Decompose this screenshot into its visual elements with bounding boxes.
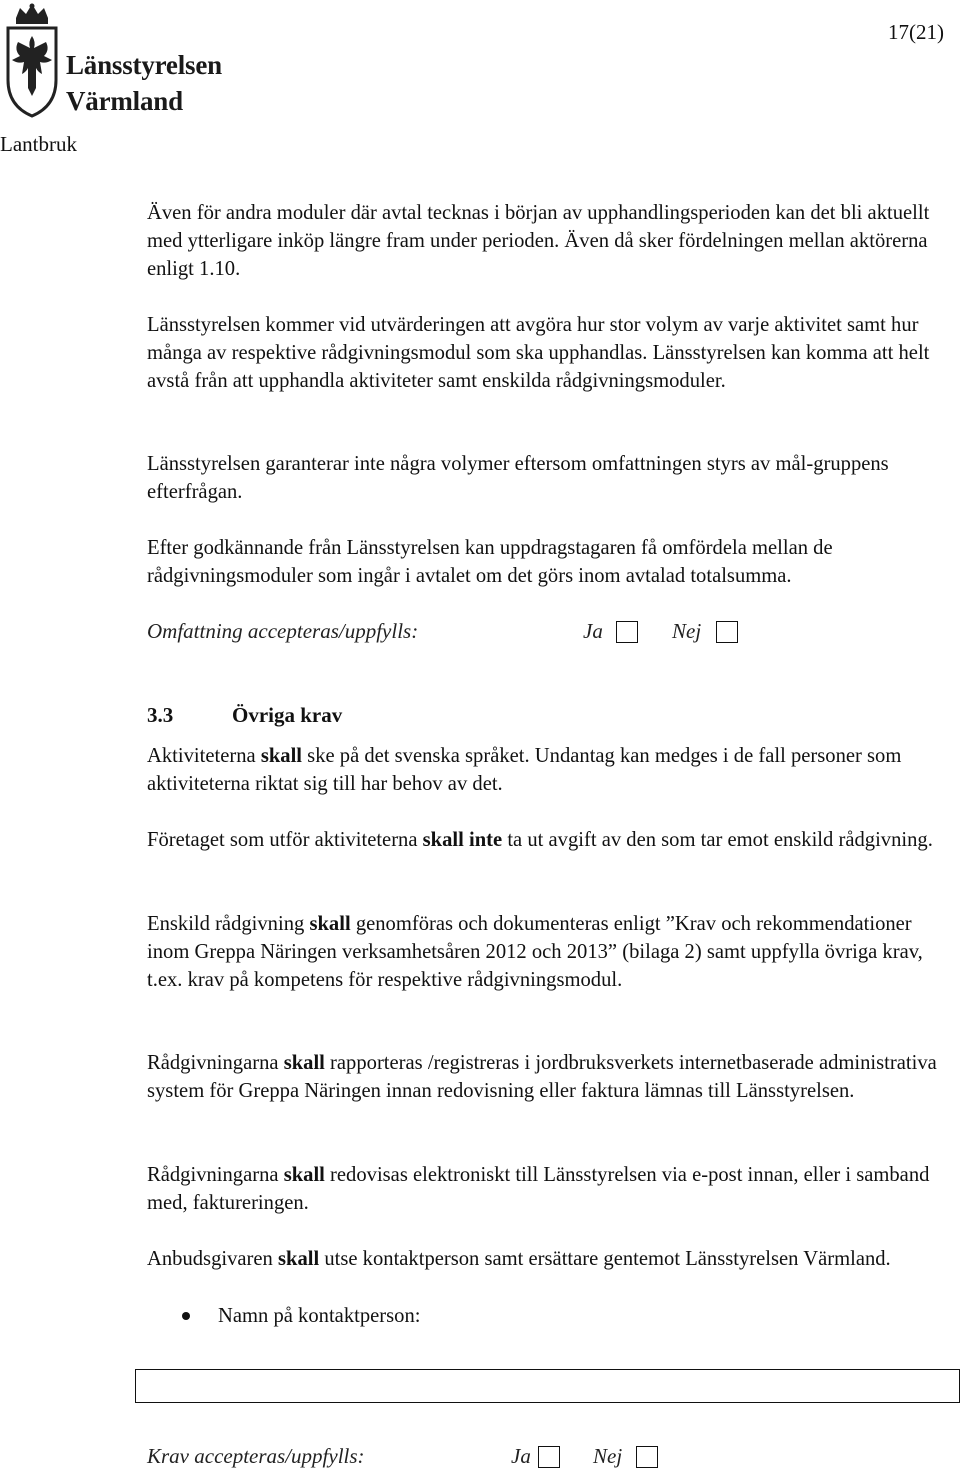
requirements-accept-label: Krav accepteras/uppfylls:: [147, 1444, 365, 1468]
requirements-yes-label: Ja: [511, 1444, 531, 1468]
section-title: Övriga krav: [232, 703, 343, 727]
requirement-contact-person: Anbudsgivaren skall utse kontaktperson samt ersättare gentemot Länsstyrelsen Värmland.: [147, 1248, 891, 1270]
requirement-electronic-report: Rådgivningarna skall redovisas elektroniskt till Länsstyrelsen via e-post innan, eller i samband med, faktureringen.: [147, 1164, 930, 1214]
requirements-no-label: Nej: [593, 1444, 623, 1468]
scope-no-checkbox[interactable]: [716, 621, 738, 643]
scope-yes-label: Ja: [583, 619, 603, 643]
scope-no-label: Nej: [672, 619, 702, 643]
requirement-documentation: Enskild rådgivning skall genomföras och dokumenteras enligt ”Krav och rekommendationer inom Greppa Näringen verksamhetsåren 2012 och 2013” (bilaga 2) samt uppfylla övriga krav, t.ex. krav på kompetens för respektive rådgivningsmodul.: [147, 913, 923, 991]
scope-yes-checkbox[interactable]: [616, 621, 638, 643]
contact-person-field[interactable]: [135, 1369, 960, 1403]
paragraph-redistribution: Efter godkännande från Länsstyrelsen kan uppdragstagaren få omfördela mellan de rådgivningsmoduler som ingår i avtalet om det görs inom avtalad totalsumma.: [147, 537, 833, 587]
scope-accept-label: Omfattning accepteras/uppfylls:: [147, 619, 419, 643]
logo: [2, 2, 232, 118]
paragraph-other-modules: Även för andra moduler där avtal tecknas i början av upphandlingsperioden kan det bli aktuellt med ytterligare inköp längre fram under perioden. Även då sker fördelningen mellan aktörerna enligt 1.10.: [147, 202, 930, 280]
requirements-no-checkbox[interactable]: [636, 1446, 658, 1468]
section-number: 3.3: [147, 703, 174, 727]
bullet-icon: [182, 1312, 190, 1320]
org-name-line1: Länsstyrelsen: [66, 50, 222, 80]
requirement-no-fee: Företaget som utför aktiviteterna skall inte ta ut avgift av den som tar emot enskild rådgivning.: [147, 829, 933, 851]
department-label: Lantbruk: [0, 132, 77, 156]
requirement-language: Aktiviteterna skall ske på det svenska språket. Undantag kan medges i de fall personer som aktiviteterna riktat sig till har behov av det.: [147, 745, 902, 795]
paragraph-volume-guarantee: Länsstyrelsen garanterar inte några volymer eftersom omfattningen styrs av mål-gruppens efterfrågan.: [147, 453, 889, 503]
paragraph-evaluation: Länsstyrelsen kommer vid utvärderingen att avgöra hur stor volym av varje aktivitet samt hur många av respektive rådgivningsmodul som ska upphandlas. Länsstyrelsen kan komma att helt avstå från att upphandla aktiviteter samt enskilda rådgivningsmoduler.: [147, 314, 930, 392]
org-name-line2: Värmland: [66, 86, 183, 116]
requirement-reporting: Rådgivningarna skall rapporteras /registreras i jordbruksverkets internetbaserade administrativa system för Greppa Näringen innan redovisning eller faktura lämnas till Länsstyrelsen.: [147, 1052, 937, 1102]
requirements-yes-checkbox[interactable]: [538, 1446, 560, 1468]
contact-person-label: Namn på kontaktperson:: [218, 1305, 421, 1327]
page-number: 17(21): [888, 20, 944, 44]
crown-eagle-emblem-icon: [2, 2, 62, 118]
